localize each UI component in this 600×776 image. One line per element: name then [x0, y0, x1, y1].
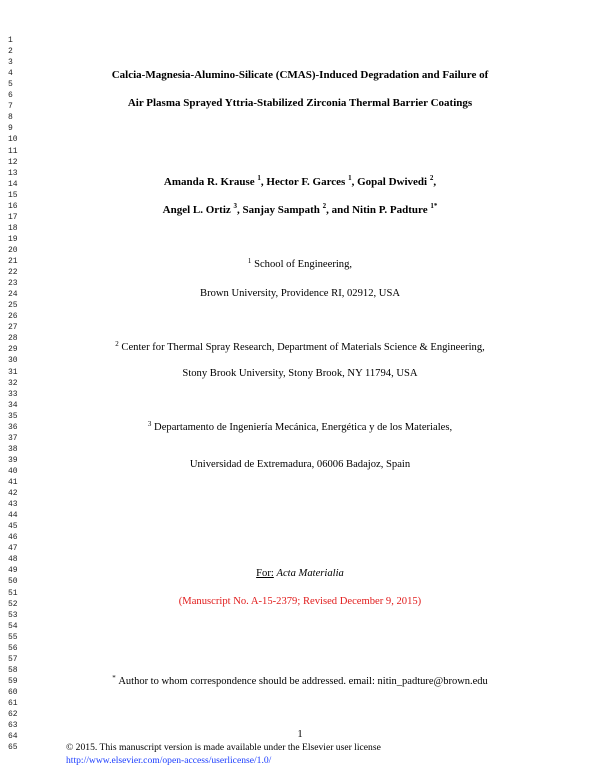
manuscript-number: (Manuscript No. A-15-2379; Revised December 9, 2015) [178, 596, 422, 607]
line-number: 16 [8, 201, 18, 211]
line-number: 58 [8, 665, 18, 675]
line-number: 54 [8, 621, 18, 631]
line-number: 63 [8, 721, 18, 731]
line-number: 37 [8, 433, 18, 443]
affiliation-2-marker: 2 [115, 340, 119, 348]
author-padture: , and Nitin P. Padture [326, 204, 428, 216]
affiliation-2-line-1 [0, 342, 600, 353]
author-garces: , Hector F. Garces [260, 176, 346, 188]
line-number: 6 [8, 91, 13, 101]
correspondence-marker: * [112, 674, 116, 682]
line-number: 27 [8, 323, 18, 333]
line-number: 30 [8, 356, 18, 366]
license-link-line [66, 755, 271, 766]
line-number: 61 [8, 699, 18, 708]
affiliation-1-marker: 1 [247, 257, 252, 265]
line-number: 45 [8, 522, 18, 532]
line-number: 5 [8, 80, 13, 90]
line-number: 21 [8, 257, 18, 266]
line-number: 34 [8, 400, 18, 410]
line-number: 48 [8, 555, 18, 565]
affiliation-3-marker: 3 [147, 420, 152, 428]
line-number: 17 [8, 212, 18, 222]
affiliation-2-name: Center for Thermal Spray Research, Department of Materials Science & Engineering, [121, 342, 485, 353]
line-number: 26 [8, 312, 18, 322]
line-number: 13 [8, 168, 18, 178]
line-number: 41 [8, 478, 18, 487]
line-number: 35 [8, 411, 18, 421]
line-number: 9 [8, 124, 13, 134]
line-number: 36 [8, 422, 18, 432]
authors-line-1 [0, 176, 600, 188]
author-garces-affil: 1 [348, 174, 352, 182]
line-number: 46 [8, 533, 18, 543]
title-line-1: Calcia-Magnesia-Alumino-Silicate (CMAS)-Induced Degradation and Failure of [111, 69, 489, 81]
line-number: 33 [8, 389, 18, 399]
affiliation-3-name: Departamento de Ingeniería Mecánica, Energética y de los Materiales, [154, 422, 453, 433]
line-number: 19 [8, 234, 18, 244]
line-number: 15 [8, 190, 18, 200]
journal-name: Acta Materialia [276, 568, 344, 579]
line-number: 55 [8, 632, 18, 642]
submission-journal-line [0, 568, 600, 579]
correspondence-text: Author to whom correspondence should be addressed. email: nitin_padture@brown.edu [118, 676, 488, 687]
line-number: 56 [8, 643, 18, 653]
license-link[interactable]: http://www.elsevier.com/open-access/userlicense/1.0/ [66, 755, 272, 766]
affiliation-2-line-2: Stony Brook University, Stony Brook, NY 11794, USA [182, 368, 418, 379]
line-number: 42 [8, 489, 18, 499]
author-krause-affil: 1 [257, 174, 261, 182]
correspondence-note [0, 676, 600, 687]
line-number: 47 [8, 544, 18, 554]
author-ortiz-affil: 3 [233, 202, 238, 210]
line-number: 52 [8, 599, 18, 609]
line-number: 53 [8, 610, 18, 620]
license-text: © 2015. This manuscript version is made available under the Elsevier user license [66, 742, 381, 753]
line-number: 32 [8, 378, 18, 388]
affiliation-3-line-2: Universidad de Extremadura, 06006 Badajoz, Spain [189, 459, 411, 470]
line-number: 40 [8, 466, 18, 476]
line-number: 49 [8, 566, 18, 576]
affiliation-1-name: School of Engineering, [254, 259, 353, 270]
line-number: 20 [8, 245, 18, 255]
line-number: 1 [8, 36, 13, 45]
line-number: 60 [8, 687, 18, 697]
line-numbers [0, 0, 34, 776]
line-number: 25 [8, 301, 18, 311]
line-number: 31 [8, 367, 18, 377]
line-number: 3 [8, 58, 13, 68]
affiliation-3-line-1 [0, 422, 600, 433]
line-number: 23 [8, 279, 18, 289]
authors-line-2 [0, 201, 600, 216]
author-krause: Amanda R. Krause [163, 176, 255, 188]
line-number: 59 [8, 676, 18, 686]
line-number: 24 [8, 290, 18, 300]
title-line-2: Air Plasma Sprayed Yttria-Stabilized Zirconia Thermal Barrier Coatings [127, 97, 473, 109]
line-number: 14 [8, 179, 18, 189]
line-number: 38 [8, 444, 18, 454]
line-number: 44 [8, 511, 18, 521]
line-number: 51 [8, 588, 18, 598]
line-number: 10 [8, 135, 18, 145]
line-number: 2 [8, 47, 13, 57]
line-number: 11 [8, 146, 18, 156]
submission-for-label: For: [256, 568, 274, 579]
line-number: 4 [8, 69, 13, 79]
line-number: 64 [8, 732, 18, 742]
line-number: 62 [8, 710, 18, 720]
line-number: 12 [8, 157, 18, 167]
page-number: 1 [297, 729, 303, 740]
line-number: 50 [8, 577, 18, 587]
author-sampath: , Sanjay Sampath [237, 204, 320, 216]
line-number: 29 [8, 345, 18, 355]
line-number: 18 [8, 223, 18, 233]
line-number: 22 [8, 268, 18, 278]
line-number: 57 [8, 654, 18, 664]
line-number: 39 [8, 455, 18, 465]
author-padture-affil: 1* [430, 202, 438, 210]
line-number: 43 [8, 500, 18, 510]
line-number: 65 [8, 743, 18, 753]
author-dwivedi-affil: 2 [429, 174, 434, 182]
author-dwivedi: , Gopal Dwivedi [351, 176, 428, 188]
line-number: 28 [8, 334, 18, 344]
author-ortiz: Angel L. Ortiz [162, 204, 231, 216]
author-sampath-affil: 2 [322, 202, 327, 210]
line-number: 8 [8, 113, 13, 123]
affiliation-1-line-1 [0, 259, 600, 270]
line-number: 7 [8, 102, 13, 112]
affiliation-1-line-2: Brown University, Providence RI, 02912, USA [200, 288, 400, 299]
authors-line-1-trail: , [433, 176, 437, 188]
